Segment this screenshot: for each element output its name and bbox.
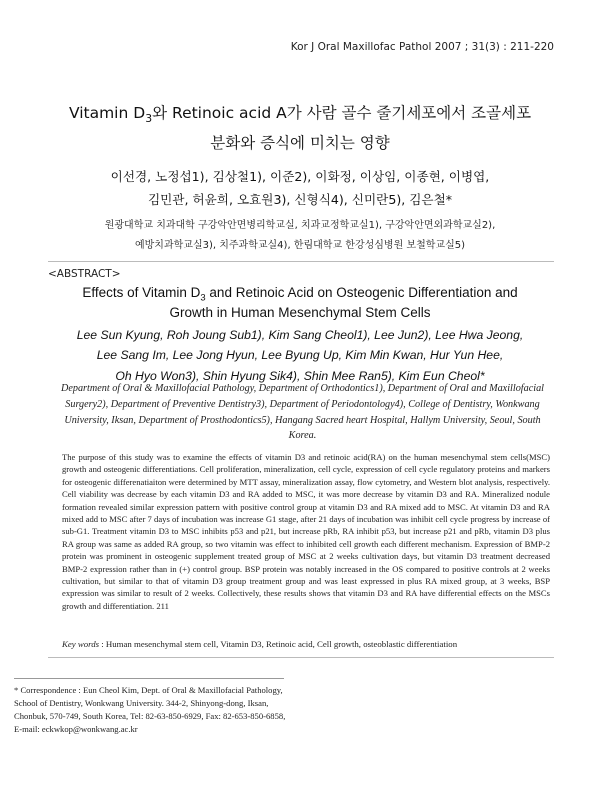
korean-title-part-a: Vitamin D [68, 104, 146, 122]
korean-title-part-b: 와 Retinoic acid A가 사람 골수 줄기세포에서 조골세포 [152, 104, 532, 122]
footnote-divider [14, 678, 284, 679]
korean-authors-line-2: 김민관, 허윤희, 오효원3), 신형식4), 신미란5), 김은철* [147, 192, 453, 207]
english-authors-line-3: Oh Hyo Won3), Shin Hyung Sik4), Shin Mee Ran5), Kim Eun Cheol* [115, 369, 485, 383]
korean-title-subscript: 3 [145, 112, 153, 126]
english-title-part-a: Effects of Vitamin D [82, 285, 201, 300]
english-title-part-b: and Retinoic Acid on Osteogenic Differentiation and [205, 285, 518, 300]
abstract-label: <ABSTRACT> [48, 268, 121, 280]
journal-citation: Kor J Oral Maxillofac Pathol 2007 ; 31(3) : 211-220 [290, 41, 554, 53]
keywords-text: : Human mesenchymal stem cell, Vitamin D3, Retinoic acid, Cell growth, osteoblastic differentiation [99, 639, 458, 649]
english-title-line-1 [0, 285, 600, 304]
english-affiliations: Department of Oral & Maxillofacial Pathology, Department of Orthodontics1), Department of Oral and Maxillofacial Surgery2), Department of Preventive Dentistry3), Department of Periodontology4), College of Dentistry, Wonkwang University, Iksan, Department of Prosthodontics5), Hangang Sacred heart Hospital, Hallym University, Seoul, South Korea. [60, 383, 544, 442]
abstract-top-divider [48, 261, 554, 262]
abstract-body: The purpose of this study was to examine the effects of vitamin D3 and retinoic acid(RA) on the human mesenchymal stem cells(MSC) growth and osteogenic differentiations. Cell proliferation, mineralization, cell cycle, expression of cell cycle regulatory proteins and markers for osteogenic differenatiaiton were determined by MTT assay, mineralization assay, flow cytometry, and Western blot analysis, respectively. Cell viability was decrease by each vitamin D3 and RA added to MSC, it was more decrease by vitamin D3 and RA. Mineralized nodule formation revealed similar expression pattern with positive control group at vitamin D3 and RA mixed add to MSC. At vitamin D3 and RA mixed add to MSC after 7 days of incubation was increase G1 stage, after 21 days of incubation was inhibit cell cycle progress by increase of sub-G1. Treatment vitamin D3 to MSC inhibits p53 and p21, but increase pRb, RA inhibit p53, but increase p21 and pRb, vitamin D3 plus RA group was same as added RA group, so two vitamin was effect to inhibited cell growth each different mechanism. Expression of BMP-2 protein was prominent in osteogenic supplement treated group of MSC at 2 weeks cultivation days, but vitamin D3 treatment decreased BMP-2 expression rather than in (+) control group. BSP protein was notably increased in the OS compared to positive controls at 2 weeks cultivation, but similar to that of vitamin D3 group treatment group and was least expressed in plus RA mixed group, at 3 weeks, BSP expression was similar to result of 2 weeks. Collectively, these results shows that vitamin D3 and RA have differential effects on the MSCs growth and differentiation. 211 [62, 452, 550, 611]
correspondence-footnote: * Correspondence : Eun Cheol Kim, Dept. of Oral & Maxillofacial Pathology, School of Dentistry, Wonkwang University. 344-2, Shinyong-dong, Iksan, Chonbuk, 570-749, South Korea, Tel: 82-63-850-6929, Fax: 82-653-850-6858, E-mail: eckwkop@wonkwang.ac.kr [14, 685, 286, 734]
korean-title-line-2: 분화와 증식에 미치는 영향 [210, 134, 390, 152]
english-authors-line-2: Lee Sang Im, Lee Jong Hyun, Lee Byung Up, Kim Min Kwan, Hur Yun Hee, [96, 348, 504, 362]
english-title-line-2: Growth in Human Mesenchymal Stem Cells [169, 305, 431, 320]
korean-affiliation-line-1: 원광대학교 치과대학 구강악안면병리학교실, 치과교정학교실1), 구강악안면외과학교실2), [104, 220, 496, 231]
english-title-subscript: 3 [200, 292, 206, 304]
korean-title-line-1 [0, 101, 600, 126]
keywords [62, 639, 552, 649]
korean-authors-line-1: 이선경, 노정섭1), 김상철1), 이준2), 이화정, 이상임, 이종현, 이병엽, [110, 169, 490, 184]
korean-affiliation-line-2: 예방치과학교실3), 치주과학교실4), 한림대학교 한강성심병원 보철학교실5) [134, 240, 465, 251]
abstract-bottom-divider [48, 657, 554, 658]
english-authors-line-1: Lee Sun Kyung, Roh Joung Sub1), Kim Sang Cheol1), Lee Jun2), Lee Hwa Jeong, [76, 328, 524, 342]
keywords-label: Key words [62, 639, 100, 649]
